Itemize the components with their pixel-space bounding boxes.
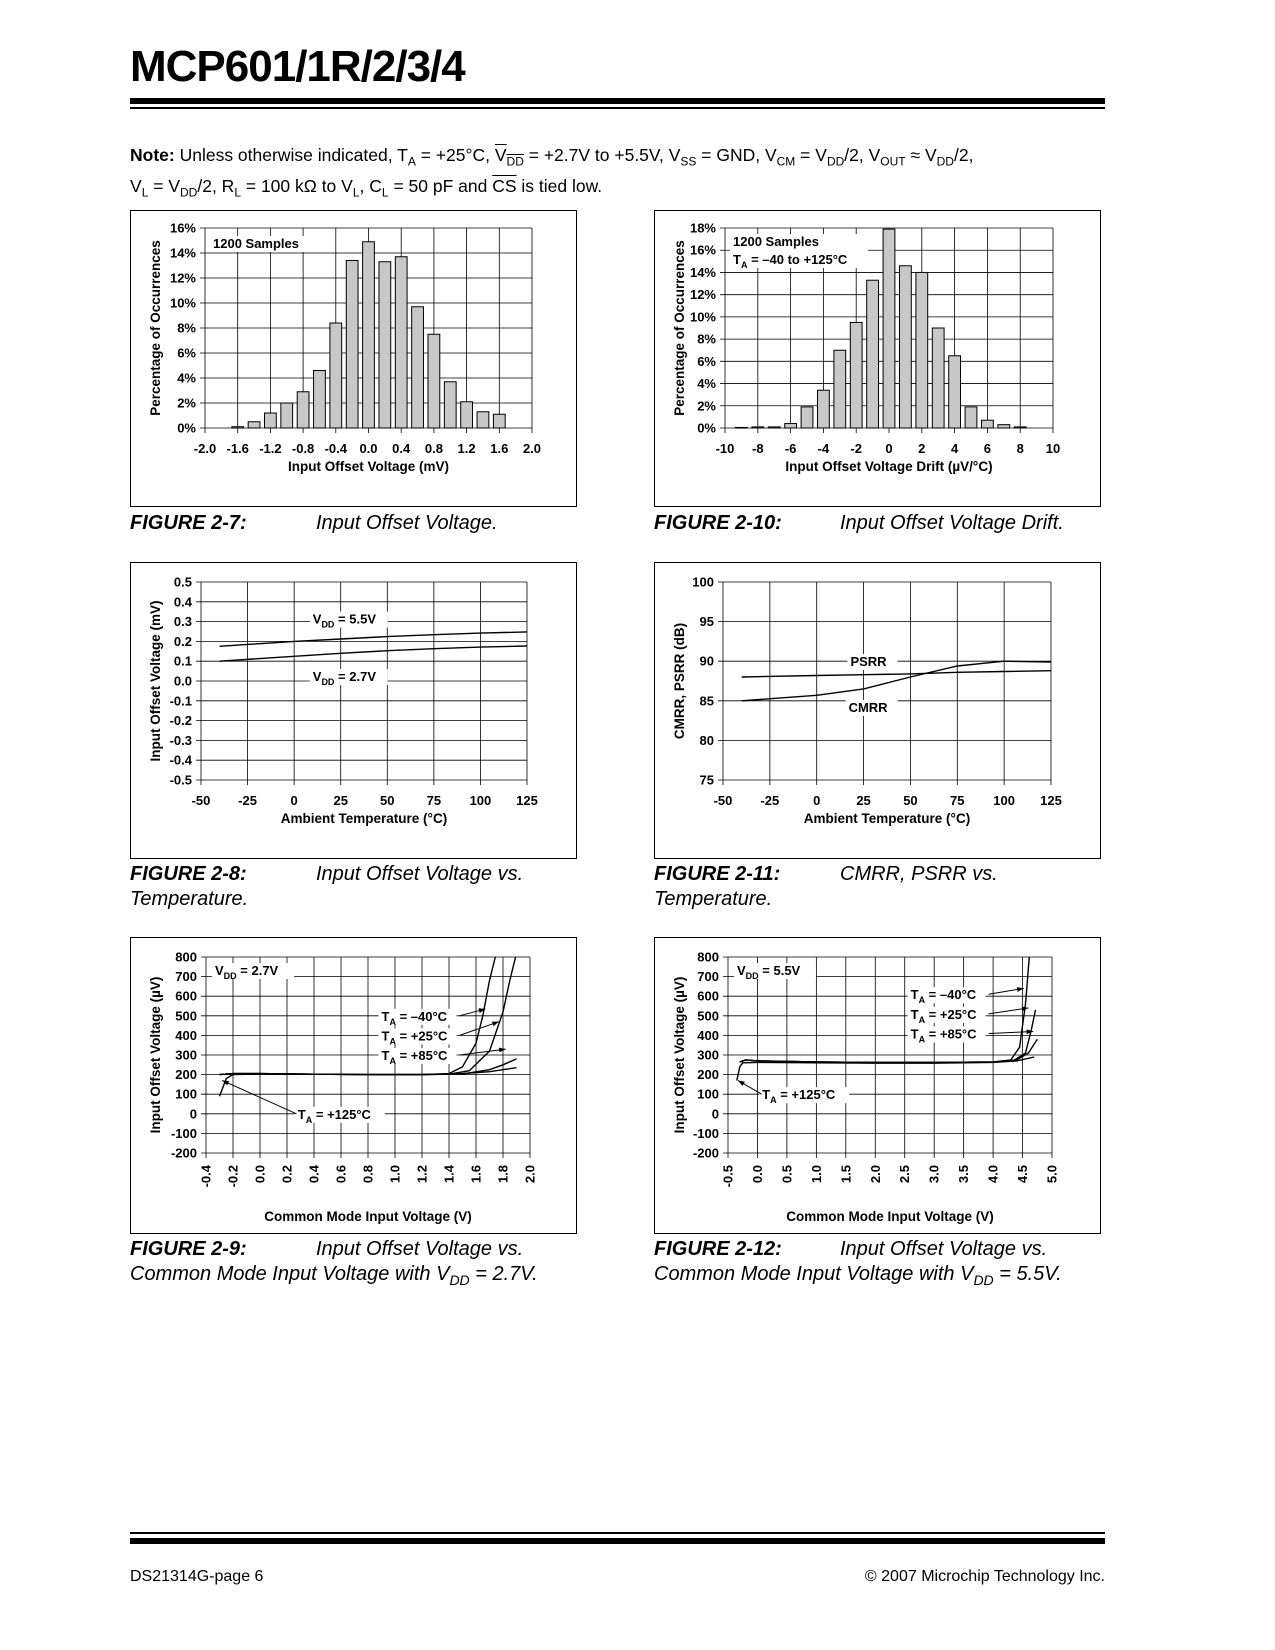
bar: [867, 280, 879, 428]
x-tick-label: 50: [903, 793, 918, 808]
x-tick-label: 0.8: [360, 1165, 376, 1184]
note-text: = +2.7V to +5.5V, V: [523, 145, 681, 165]
x-tick-label: -0.4: [324, 441, 348, 456]
x-tick-label: -0.4: [198, 1165, 214, 1188]
note-text: V: [130, 175, 142, 196]
y-tick-label: 14%: [689, 264, 716, 280]
y-tick-label: 14%: [169, 245, 196, 261]
x-tick-label: -0.2: [225, 1165, 241, 1188]
x-tick-label: 0.0: [749, 1165, 765, 1184]
x-tick-label: 2: [918, 441, 926, 456]
chart-annotation-main: = 5.5V: [758, 963, 801, 978]
x-axis-label: Common Mode Input Voltage (V): [264, 1209, 472, 1224]
y-tick-label: 0.5: [173, 574, 192, 590]
note-text: = GND, V: [696, 145, 777, 165]
x-tick-label: 50: [380, 793, 395, 808]
y-tick-label: 400: [697, 1027, 719, 1043]
x-tick-label: 0.6: [333, 1165, 349, 1184]
chart-svg: [130, 210, 577, 507]
bar: [932, 328, 944, 428]
chart-svg: [654, 210, 1101, 507]
x-tick-label: 1.6: [490, 441, 509, 456]
bar: [346, 261, 358, 429]
bar: [428, 334, 440, 428]
caption-fig-2-9: [130, 1237, 600, 1293]
chart-annotation: 1200 Samples: [733, 234, 820, 249]
note-sub: L: [352, 185, 360, 199]
note-text: /2, R: [197, 175, 235, 196]
caption-fig-2-11: [654, 862, 1124, 912]
series-label-main: = –40°C: [395, 1008, 448, 1024]
chart-annotation: 1200 Samples: [213, 236, 300, 251]
y-tick-label: 600: [697, 988, 719, 1004]
figure-title: CMRR, PSRR vs.: [840, 863, 998, 885]
x-tick-label: -8: [752, 441, 764, 456]
bar: [330, 323, 342, 428]
annotation-arrowhead: [738, 1080, 745, 1085]
annotation-arrow: [460, 1049, 506, 1055]
note-sub: OUT: [880, 154, 906, 169]
x-tick-label: -2: [850, 441, 862, 456]
y-tick-label: 700: [697, 969, 719, 985]
chart-fig-2-7: [130, 210, 577, 507]
figure-number: FIGURE 2-8:: [130, 863, 247, 885]
y-tick-label: 18%: [689, 220, 716, 236]
chart-fig-2-11: [654, 562, 1101, 859]
note-text: , C: [359, 175, 382, 196]
series-label-main: = +25°C: [395, 1028, 448, 1044]
bar: [998, 425, 1010, 428]
chart-svg: [130, 937, 577, 1234]
y-tick-label: 12%: [689, 287, 716, 303]
y-tick-label: 90: [699, 653, 714, 669]
figure-number: FIGURE 2-11:: [654, 863, 781, 885]
page-title: MCP601/1R/2/3/4: [130, 42, 465, 91]
y-tick-label: 0: [711, 1106, 719, 1122]
x-tick-label: 100: [469, 793, 492, 808]
annotation-arrow: [989, 1031, 1034, 1033]
bar: [412, 307, 424, 428]
series-label-main: = 5.5V: [334, 611, 377, 627]
x-tick-label: 4.0: [985, 1165, 1001, 1184]
y-tick-label: 8%: [177, 320, 196, 336]
figure-title: Temperature.: [130, 888, 249, 910]
note-text: $\overline{V}$: [494, 145, 507, 165]
series-line: [220, 632, 527, 646]
x-tick-label: 0.0: [359, 441, 378, 456]
figure-title: Input Offset Voltage vs.: [316, 863, 524, 885]
x-tick-label: 0.8: [424, 441, 443, 456]
x-tick-label: 0.2: [279, 1165, 295, 1184]
x-tick-label: -25: [238, 793, 257, 808]
x-tick-label: -25: [760, 793, 780, 808]
figure-title: Temperature.: [654, 888, 773, 910]
y-tick-label: 0.0: [173, 673, 192, 689]
x-tick-label: -1.2: [259, 441, 282, 456]
caption-fig-2-12: [654, 1237, 1124, 1293]
chart-annotation-main: V: [737, 963, 746, 978]
y-tick-label: 80: [699, 732, 714, 748]
x-tick-label: 2.0: [522, 441, 542, 456]
chart-svg: [654, 562, 1101, 859]
y-axis-label: Input Offset Voltage (µV): [148, 976, 163, 1134]
x-tick-label: 6: [983, 441, 992, 456]
figure-number: FIGURE 2-7:: [130, 512, 247, 534]
caption-fig-2-8: [130, 862, 600, 912]
x-tick-label: 1.8: [495, 1165, 511, 1184]
series-line: [737, 1057, 1035, 1081]
x-tick-label: 10: [1045, 441, 1061, 456]
x-tick-label: 3.5: [956, 1165, 972, 1184]
x-tick-label: 0.5: [779, 1165, 795, 1184]
y-tick-label: 95: [699, 614, 714, 630]
bar: [461, 402, 473, 428]
y-tick-label: 100: [697, 1086, 719, 1102]
figure-title: Input Offset Voltage Drift.: [840, 512, 1064, 534]
series-label-sub: DD: [321, 619, 335, 630]
x-tick-label: 1.0: [387, 1165, 403, 1184]
y-tick-label: -0.3: [169, 732, 192, 748]
y-tick-label: 100: [175, 1086, 197, 1102]
figure-number: FIGURE 2-12:: [654, 1238, 782, 1260]
note-text: = +25°C,: [415, 145, 495, 165]
bar: [801, 407, 813, 428]
footer-copyright: © 2007 Microchip Technology Inc.: [864, 1568, 1105, 1585]
note-text: /2, V: [844, 145, 881, 165]
figure-title: = 2.7V.: [469, 1263, 538, 1285]
x-tick-label: -6: [784, 441, 797, 456]
x-tick-label: -1.6: [226, 441, 249, 456]
x-tick-label: 125: [1040, 793, 1062, 808]
series-label-sub: A: [918, 995, 926, 1006]
series-label-main: = +125°C: [776, 1087, 836, 1103]
x-tick-label: 3.0: [926, 1165, 942, 1184]
footer-rule-thin: [130, 1532, 1105, 1534]
note-sub: L: [381, 185, 389, 199]
x-tick-label: -50: [191, 793, 211, 808]
series-label-main: T: [297, 1106, 306, 1122]
note-sub: SS: [680, 154, 697, 169]
bar: [281, 403, 293, 428]
figure-title: Input Offset Voltage vs.: [316, 1238, 524, 1260]
bar: [965, 407, 977, 428]
y-tick-label: 0.3: [173, 614, 192, 630]
chart-svg: [130, 562, 577, 859]
y-axis-label: Percentage of Occurrences: [672, 240, 687, 416]
y-tick-label: 2%: [697, 398, 716, 414]
series-label-main: = +85°C: [395, 1048, 448, 1063]
conditions-note: [130, 143, 1110, 204]
series-line: [220, 646, 527, 661]
note-text: ≈ V: [905, 145, 937, 165]
chart-annotation-sub: DD: [745, 971, 759, 981]
y-tick-label: -0.5: [169, 772, 192, 788]
figure-title-sub: DD: [449, 1272, 470, 1288]
figure-title: Common Mode Input Voltage with V: [130, 1263, 450, 1285]
y-tick-label: 8%: [697, 331, 716, 347]
series-label: CMRR: [848, 699, 888, 715]
x-tick-label: 0.4: [392, 441, 411, 456]
x-tick-label: 0.0: [252, 1165, 268, 1184]
x-tick-label: 2.0: [522, 1165, 538, 1184]
x-tick-label: -10: [715, 441, 735, 456]
series-label-main: T: [910, 1026, 919, 1042]
series-label-main: T: [381, 1008, 390, 1024]
note-text: = V: [148, 175, 180, 196]
y-tick-label: -200: [170, 1145, 197, 1161]
bar: [752, 427, 764, 428]
y-tick-label: -100: [170, 1125, 197, 1141]
note-sub: L: [234, 185, 241, 199]
chart-fig-2-10: [654, 210, 1101, 507]
series-label: PSRR: [850, 653, 887, 669]
x-tick-label: 5.0: [1044, 1165, 1060, 1184]
y-tick-label: 0.2: [173, 633, 192, 649]
x-tick-label: 0: [885, 441, 893, 456]
figure-number: FIGURE 2-10:: [654, 512, 782, 534]
x-axis-label: Common Mode Input Voltage (V): [786, 1209, 994, 1224]
series-label-sub: A: [770, 1095, 777, 1106]
series-label-main: T: [381, 1028, 390, 1044]
y-tick-label: -0.2: [169, 713, 192, 729]
note-sub: L: [141, 185, 149, 199]
bar: [949, 356, 961, 428]
x-tick-label: 0: [290, 793, 298, 808]
x-tick-label: 75: [426, 793, 442, 808]
x-tick-label: 8: [1016, 441, 1024, 456]
y-tick-label: 0: [189, 1106, 197, 1122]
caption-fig-2-10: [654, 511, 1124, 536]
x-tick-label: 1.2: [457, 441, 476, 456]
series-label-main: V: [312, 669, 322, 684]
y-tick-label: 500: [697, 1008, 719, 1024]
x-tick-label: -50: [713, 793, 733, 808]
x-tick-label: 1.5: [838, 1165, 854, 1184]
chart-fig-2-12: [654, 937, 1101, 1234]
figure-title: Common Mode Input Voltage with V: [654, 1263, 974, 1285]
x-tick-label: 75: [950, 793, 965, 808]
y-tick-label: 12%: [169, 270, 196, 286]
bar: [444, 382, 456, 428]
chart-frame: [655, 938, 1101, 1234]
y-tick-label: 300: [175, 1047, 197, 1063]
y-tick-label: 2%: [177, 395, 196, 411]
x-axis-label: Ambient Temperature (°C): [280, 811, 448, 826]
bar: [379, 262, 391, 428]
series-label-sub: A: [389, 1056, 396, 1066]
series-label-main: T: [762, 1087, 771, 1103]
chart-annotation-main: T: [733, 252, 741, 267]
note-text: Unless otherwise indicated, T: [174, 145, 408, 165]
x-tick-label: 0: [813, 793, 821, 808]
y-tick-label: 700: [175, 969, 197, 985]
y-tick-label: 85: [699, 693, 714, 709]
y-tick-label: 300: [697, 1047, 719, 1063]
x-tick-label: 25: [333, 793, 348, 808]
bar: [265, 413, 277, 428]
chart-annotation-main: V: [215, 963, 224, 978]
y-tick-label: -100: [692, 1125, 719, 1141]
bar: [363, 242, 375, 428]
note-text: is tied low.: [516, 175, 603, 196]
x-tick-label: -4: [817, 441, 830, 456]
y-tick-label: 10%: [689, 309, 716, 325]
series-label-sub: A: [918, 1034, 926, 1045]
x-tick-label: 100: [993, 793, 1015, 808]
y-tick-label: 0.4: [173, 594, 192, 610]
bar: [981, 420, 993, 428]
x-tick-label: -2.0: [193, 441, 217, 456]
annotation-arrowhead: [499, 1048, 506, 1053]
note-sub: DD: [180, 185, 198, 199]
bar: [899, 266, 911, 428]
series-label-sub: A: [305, 1114, 313, 1125]
bar: [768, 427, 780, 428]
y-tick-label: 100: [692, 574, 714, 590]
y-tick-label: -0.1: [169, 693, 192, 709]
y-tick-label: 4%: [697, 376, 716, 392]
note-label: Note:: [130, 145, 175, 165]
series-label-main: = +25°C: [925, 1006, 977, 1022]
series-label-main: = +85°C: [925, 1026, 977, 1042]
series-line: [742, 671, 1051, 677]
x-tick-label: 4: [950, 441, 959, 456]
bar: [883, 229, 895, 428]
series-label-main: T: [381, 1048, 390, 1063]
series-label-main: V: [312, 611, 322, 627]
y-axis-label: CMRR, PSRR (dB): [672, 622, 687, 740]
y-tick-label: 800: [175, 949, 197, 965]
figure-title: = 5.5V.: [993, 1263, 1062, 1285]
note-text: /2,: [953, 145, 974, 165]
bar: [232, 427, 244, 428]
note-sub: A: [407, 154, 416, 169]
bar: [834, 350, 846, 428]
y-tick-label: 0.1: [173, 653, 192, 669]
y-tick-label: 16%: [689, 242, 716, 258]
bar: [395, 257, 407, 428]
figure-title-sub: DD: [973, 1272, 994, 1288]
figure-title: Input Offset Voltage.: [316, 512, 498, 534]
chart-fig-2-8: [130, 562, 577, 859]
series-line: [740, 1039, 1038, 1062]
x-tick-label: 125: [516, 793, 538, 808]
header-rule-thin: [130, 107, 1105, 109]
chart-annotation-main: = 2.7V: [236, 963, 279, 978]
series-label-sub: A: [389, 1036, 396, 1047]
series-label-main: = +125°C: [312, 1106, 371, 1122]
y-tick-label: 200: [175, 1067, 197, 1083]
x-tick-label: 1.0: [808, 1165, 824, 1184]
chart-fig-2-9: [130, 937, 577, 1234]
note-text: = V: [795, 145, 827, 165]
note-sub: DD: [936, 154, 954, 169]
x-axis-label: Ambient Temperature (°C): [803, 811, 971, 826]
bar: [785, 424, 797, 428]
x-tick-label: 2.0: [867, 1165, 883, 1184]
bar: [1014, 427, 1026, 428]
y-tick-label: 500: [175, 1008, 197, 1024]
y-axis-label: Input Offset Voltage (µV): [672, 976, 687, 1134]
y-tick-label: 6%: [697, 353, 716, 369]
y-tick-label: 16%: [169, 220, 196, 236]
series-label-main: T: [910, 987, 919, 1003]
y-tick-label: 200: [697, 1067, 719, 1083]
chart-svg: [654, 937, 1101, 1234]
x-tick-label: -0.5: [720, 1165, 736, 1188]
y-tick-label: -0.4: [169, 752, 192, 768]
series-label-main: T: [910, 1006, 919, 1022]
x-tick-label: 1.4: [441, 1165, 457, 1184]
x-axis-label: Input Offset Voltage (mV): [288, 459, 449, 474]
note-text: $\overline{CS}$: [492, 175, 517, 196]
x-tick-label: 0.4: [306, 1165, 322, 1184]
note-sub: CM: [776, 154, 796, 169]
note-sub: DD: [506, 154, 524, 169]
bar: [314, 371, 326, 429]
figure-title: Input Offset Voltage vs.: [840, 1238, 1048, 1260]
y-axis-label: Percentage of Occurrences: [148, 240, 163, 416]
figure-number: FIGURE 2-9:: [130, 1238, 247, 1260]
bar: [297, 392, 309, 428]
bar: [493, 414, 505, 428]
y-tick-label: 0%: [697, 420, 716, 436]
x-tick-label: 1.2: [414, 1165, 430, 1184]
y-tick-label: 600: [175, 988, 197, 1004]
x-axis-label: Input Offset Voltage Drift (µV/°C): [785, 459, 993, 474]
chart-annotation-main: = –40 to +125°C: [747, 252, 848, 267]
chart-annotation-sub: DD: [223, 971, 237, 981]
note-sub: DD: [826, 154, 845, 169]
bar: [248, 422, 260, 428]
y-tick-label: -200: [692, 1145, 719, 1161]
y-tick-label: 800: [697, 949, 719, 965]
y-tick-label: 0%: [177, 420, 196, 436]
caption-fig-2-7: [130, 511, 600, 536]
x-tick-label: 1.6: [468, 1165, 484, 1184]
x-tick-label: 25: [856, 793, 871, 808]
x-tick-label: -0.8: [291, 441, 315, 456]
y-tick-label: 6%: [177, 345, 196, 361]
series-label-main: = –40°C: [925, 987, 977, 1003]
y-tick-label: 400: [175, 1027, 197, 1043]
bar: [817, 390, 829, 428]
series-label-sub: DD: [321, 677, 335, 687]
bar: [477, 412, 489, 428]
series-line: [740, 1010, 1036, 1063]
x-tick-label: 2.5: [897, 1165, 913, 1184]
footer-page-id: DS21314G-page 6: [130, 1568, 264, 1585]
y-tick-label: 4%: [177, 370, 196, 386]
y-tick-label: 75: [699, 772, 714, 788]
series-label-main: = 2.7V: [334, 669, 377, 684]
series-label-sub: A: [918, 1014, 926, 1025]
footer-rule-thick: [130, 1538, 1105, 1544]
series-label-sub: A: [389, 1016, 396, 1027]
bar: [735, 427, 747, 428]
note-text: = 100 kΩ to V: [241, 175, 353, 196]
chart-annotation-sub: A: [740, 260, 748, 270]
bar: [916, 272, 928, 428]
header-rule-thick: [130, 98, 1105, 104]
bar: [850, 322, 862, 428]
y-tick-label: 10%: [169, 295, 196, 311]
note-text: = 50 pF and: [388, 175, 493, 196]
y-axis-label: Input Offset Voltage (mV): [148, 600, 163, 762]
x-tick-label: 4.5: [1015, 1165, 1031, 1184]
